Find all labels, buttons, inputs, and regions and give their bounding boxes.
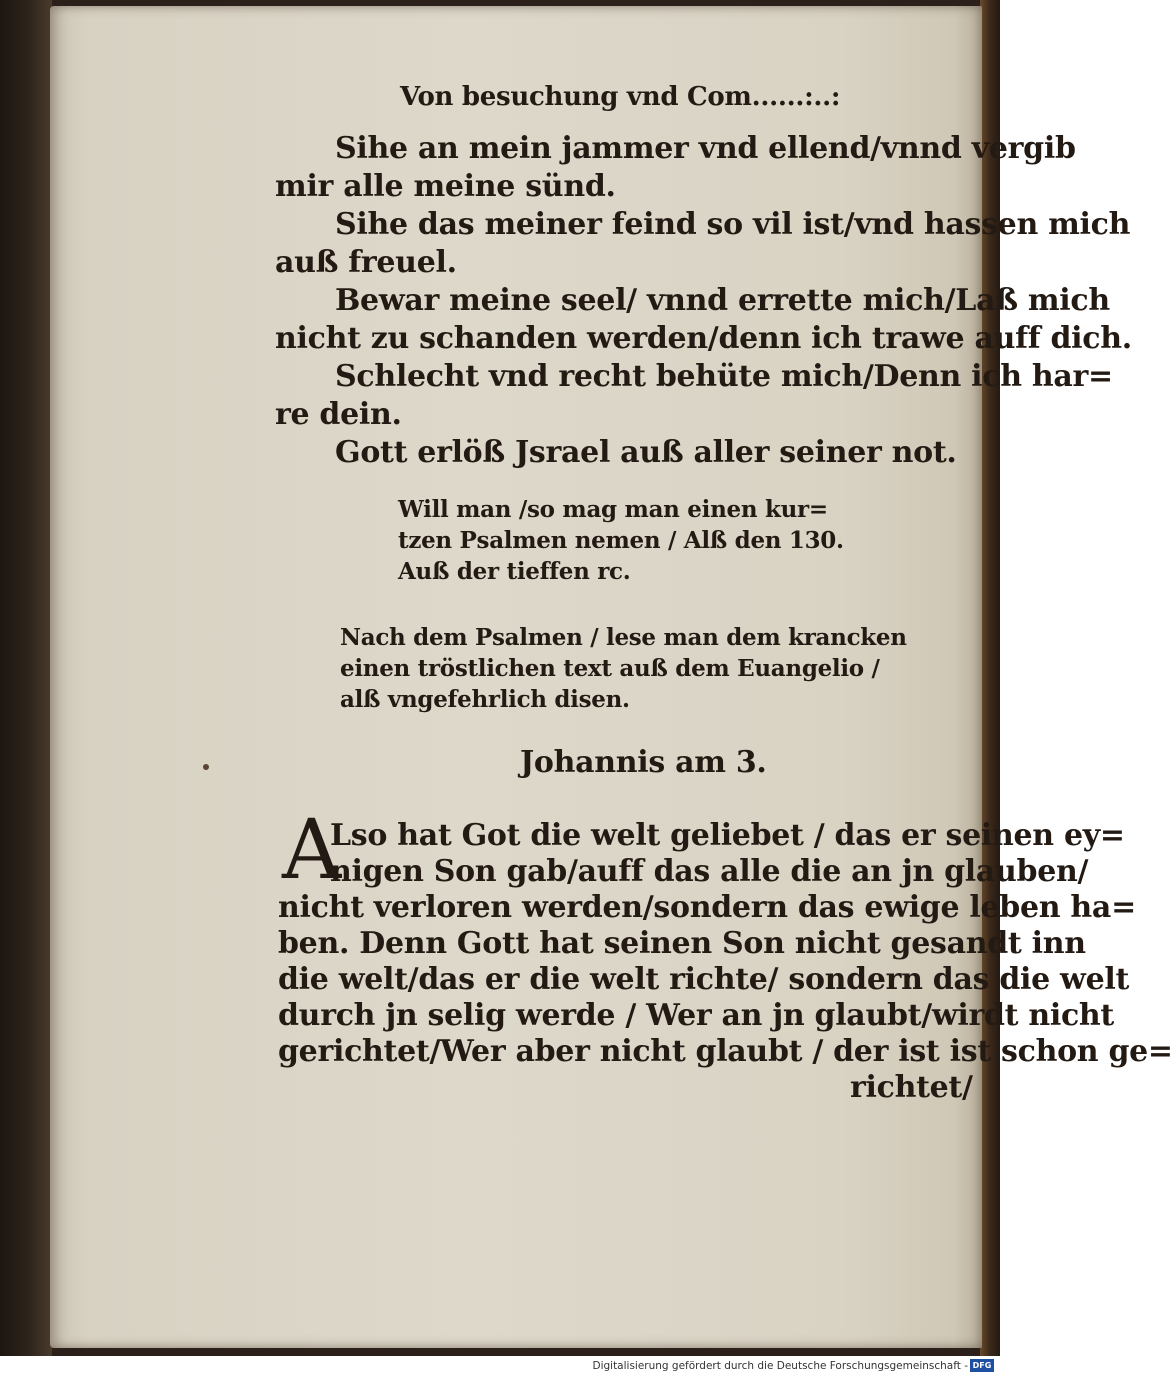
psalm-line: Bewar meine seel/ vnnd errette mich/Laß mich	[335, 283, 1110, 318]
gospel-text	[278, 818, 1173, 1106]
psalm-line: re dein.	[275, 397, 402, 432]
psalm-line: auß freuel.	[275, 245, 457, 280]
gospel-line: gerichtet/Wer aber nicht glaubt / der ist ist schon ge=	[278, 1034, 1173, 1069]
gospel-line: durch jn selig werde / Wer an jn glaubt/wirdt nicht	[278, 998, 1114, 1033]
gospel-line: die welt/das er die welt richte/ sondern das die welt	[278, 962, 1130, 997]
instruction-line: einen tröstlichen text auß dem Euangelio /	[340, 655, 880, 682]
note-line: Auß der tieffen rc.	[398, 558, 631, 585]
psalm-line: Sihe das meiner feind so vil ist/vnd hassen mich	[335, 207, 1131, 242]
gospel-line: nicht verloren werden/sondern das ewige leben ha=	[278, 890, 1136, 925]
psalm-line: Gott erlöß Jsrael auß aller seiner not.	[335, 435, 957, 470]
note-line: Will man /so mag man einen kur=	[398, 496, 828, 523]
instruction-text	[340, 622, 907, 715]
rubric-note	[398, 494, 844, 587]
dfg-logo: DFG	[970, 1359, 994, 1372]
book-binding	[0, 0, 52, 1356]
psalm-line: mir alle meine sünd.	[275, 169, 616, 204]
gospel-line: Lso hat Got die welt geliebet / das er seinen ey=	[330, 818, 1125, 853]
psalm-line: Schlecht vnd recht behüte mich/Denn ich har=	[335, 359, 1113, 394]
gospel-line: ben. Denn Gott hat seinen Son nicht gesandt inn	[278, 926, 1086, 961]
ink-speck	[203, 764, 209, 770]
section-heading: Johannis am 3.	[520, 745, 767, 780]
running-header: Von besuchung vnd Com......:..:	[400, 82, 841, 112]
gospel-line: nigen Son gab/auff das alle die an jn glauben/	[330, 854, 1089, 889]
psalm-line: Sihe an mein jammer vnd ellend/vnnd vergib	[335, 131, 1076, 166]
note-line: tzen Psalmen nemen / Alß den 130.	[398, 527, 844, 554]
instruction-line: Nach dem Psalmen / lese man dem krancken	[340, 624, 907, 651]
instruction-line: alß vngefehrlich disen.	[340, 686, 630, 713]
psalm-line: nicht zu schanden werden/denn ich trawe auff dich.	[275, 321, 1132, 356]
footer-credit: Digitalisierung gefördert durch die Deutsche Forschungsgemeinschaft -	[592, 1360, 968, 1372]
drop-capital: A	[282, 803, 342, 898]
psalm-text	[275, 130, 1132, 472]
gospel-line: richtet/	[850, 1070, 973, 1105]
